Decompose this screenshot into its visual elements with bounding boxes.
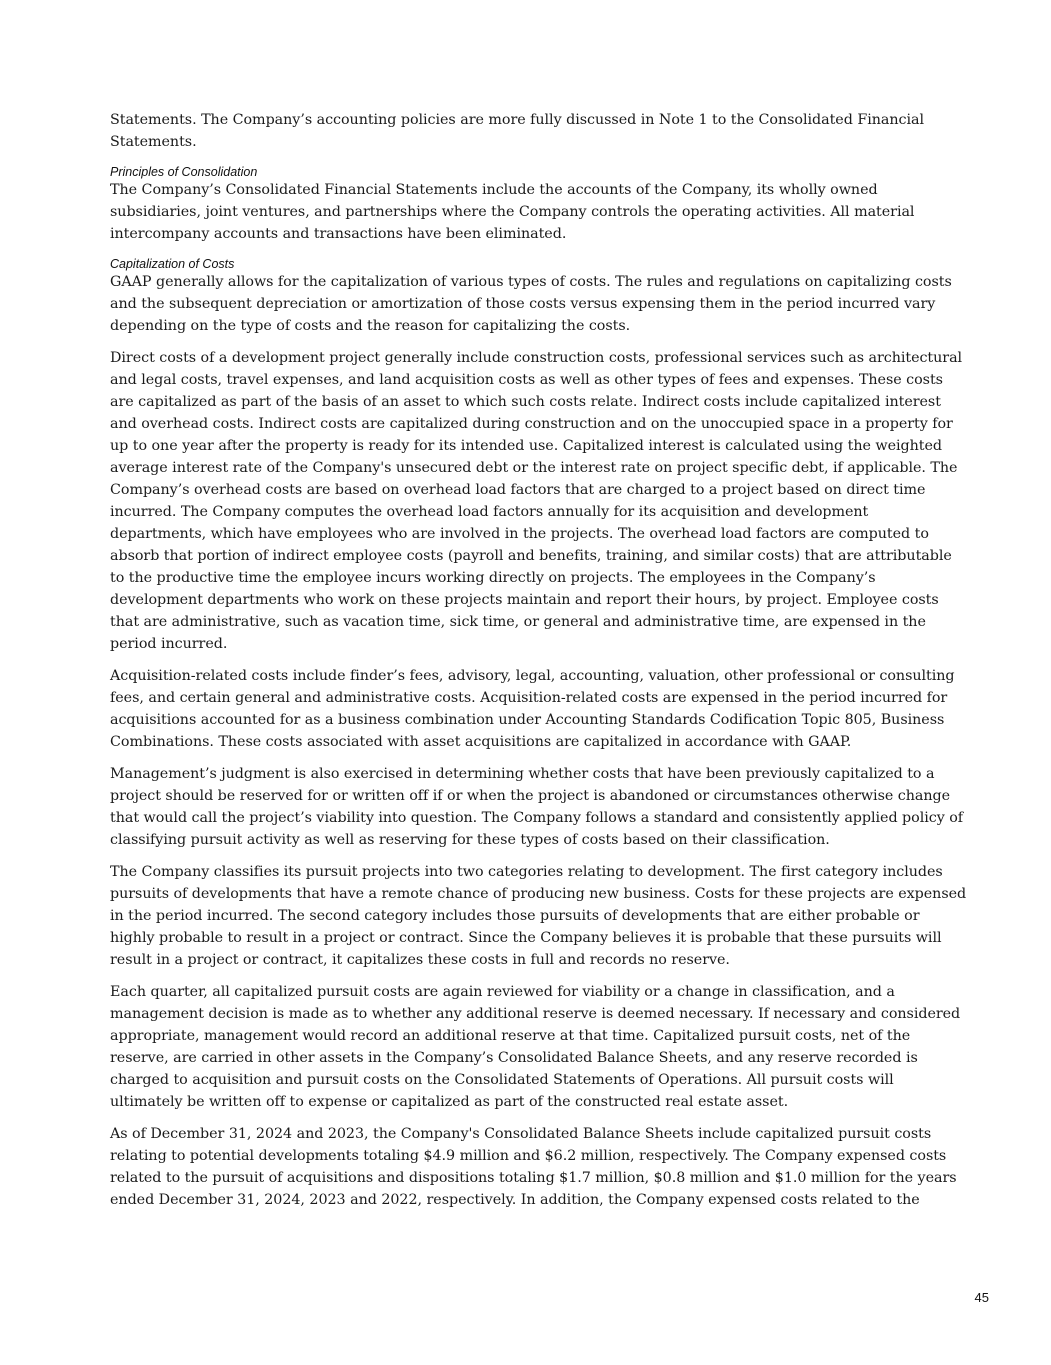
page-number: 45 [974, 1290, 989, 1305]
paragraph: Management’s judgment is also exercised in determining whether costs that have been previously capitalized to a project should be reserved for or written off if or when the project is abandoned or circumstances otherwise change that would call the project’s viability into question. The Company follows a standard and consistently applied policy of classifying pursuit activity as well as reserving for these types of costs based on their classification. [110, 766, 964, 848]
section-heading: Principles of Consolidation [110, 165, 258, 179]
document-page [110, 109, 968, 1221]
paragraph: The Company classifies its pursuit projects into two categories relating to development. The first category includes pursuits of developments that have a remote chance of producing new business. Costs for these projects are expensed in the period incurred. The second category includes those pursuits of developments that are either probable or highly probable to result in a project or contract. Since the Company believes it is probable that these pursuits will result in a project or contract, it capitalizes these costs in full and records no reserve. [110, 864, 967, 968]
section-heading: Capitalization of Costs [110, 257, 235, 271]
paragraph: GAAP generally allows for the capitalization of various types of costs. The rules and regulations on capitalizing costs and the subsequent depreciation or amortization of those costs versus expensing them in the period incurred vary depending on the type of costs and the reason for capitalizing the costs. [110, 274, 952, 334]
intro-paragraph: Statements. The Company’s accounting policies are more fully discussed in Note 1 to the Consolidated Financial Statements. [110, 112, 924, 150]
paragraph: Each quarter, all capitalized pursuit costs are again reviewed for viability or a change in classification, and a management decision is made as to whether any additional reserve is deemed necessary. If necessary and considered appropriate, management would record an additional reserve at that time. Capitalized pursuit costs, net of the reserve, are carried in other assets in the Company’s Consolidated Balance Sheets, and any reserve recorded is charged to acquisition and pursuit costs on the Consolidated Statements of Operations. All pursuit costs will ultimately be written off to expense or capitalized as part of the constructed real estate asset. [110, 984, 961, 1110]
paragraph: Direct costs of a development project generally include construction costs, professional services such as architectural and legal costs, travel expenses, and land acquisition costs as well as other types of fees and expenses. These costs are capitalized as part of the basis of an asset to which such costs relate. Indirect costs include capitalized interest and overhead costs. Indirect costs are capitalized during construction and on the unoccupied space in a property for up to one year after the property is ready for its intended use. Capitalized interest is calculated using the weighted average interest rate of the Company's unsecured debt or the interest rate on project specific debt, if applicable. The Company’s overhead costs are based on overhead load factors that are charged to a project based on direct time incurred. The Company computes the overhead load factors annually for its acquisition and development departments, which have employees who are involved in the projects. The overhead load factors are computed to absorb that portion of indirect employee costs (payroll and benefits, training, and similar costs) that are attributable to the productive time the employee incurs working directly on projects. The employees in the Company’s development departments who work on these projects maintain and report their hours, by project. Employee costs that are administrative, such as vacation time, sick time, or general and administrative time, are expensed in the period incurred. [110, 350, 963, 652]
paragraph: As of December 31, 2024 and 2023, the Company's Consolidated Balance Sheets include capitalized pursuit costs relating to potential developments totaling $4.9 million and $6.2 million, respectively. The Company expensed costs related to the pursuit of acquisitions and dispositions totaling $1.7 million, $0.8 million and $1.0 million for the years ended December 31, 2024, 2023 and 2022, respectively. In addition, the Company expensed costs related to the [110, 1126, 957, 1208]
paragraph: The Company’s Consolidated Financial Statements include the accounts of the Company, its wholly owned subsidiaries, joint ventures, and partnerships where the Company controls the operating activities. All material intercompany accounts and transactions have been eliminated. [110, 182, 915, 242]
section-capitalization-of-costs [110, 255, 968, 1211]
section-principles-of-consolidation [110, 163, 968, 245]
paragraph: Acquisition-related costs include finder’s fees, advisory, legal, accounting, valuation, other professional or consulting fees, and certain general and administrative costs. Acquisition-related costs are expensed in the period incurred for acquisitions accounted for as a business combination under Accounting Standards Codification Topic 805, Business Combinations. These costs associated with asset acquisitions are capitalized in accordance with GAAP. [110, 668, 955, 750]
